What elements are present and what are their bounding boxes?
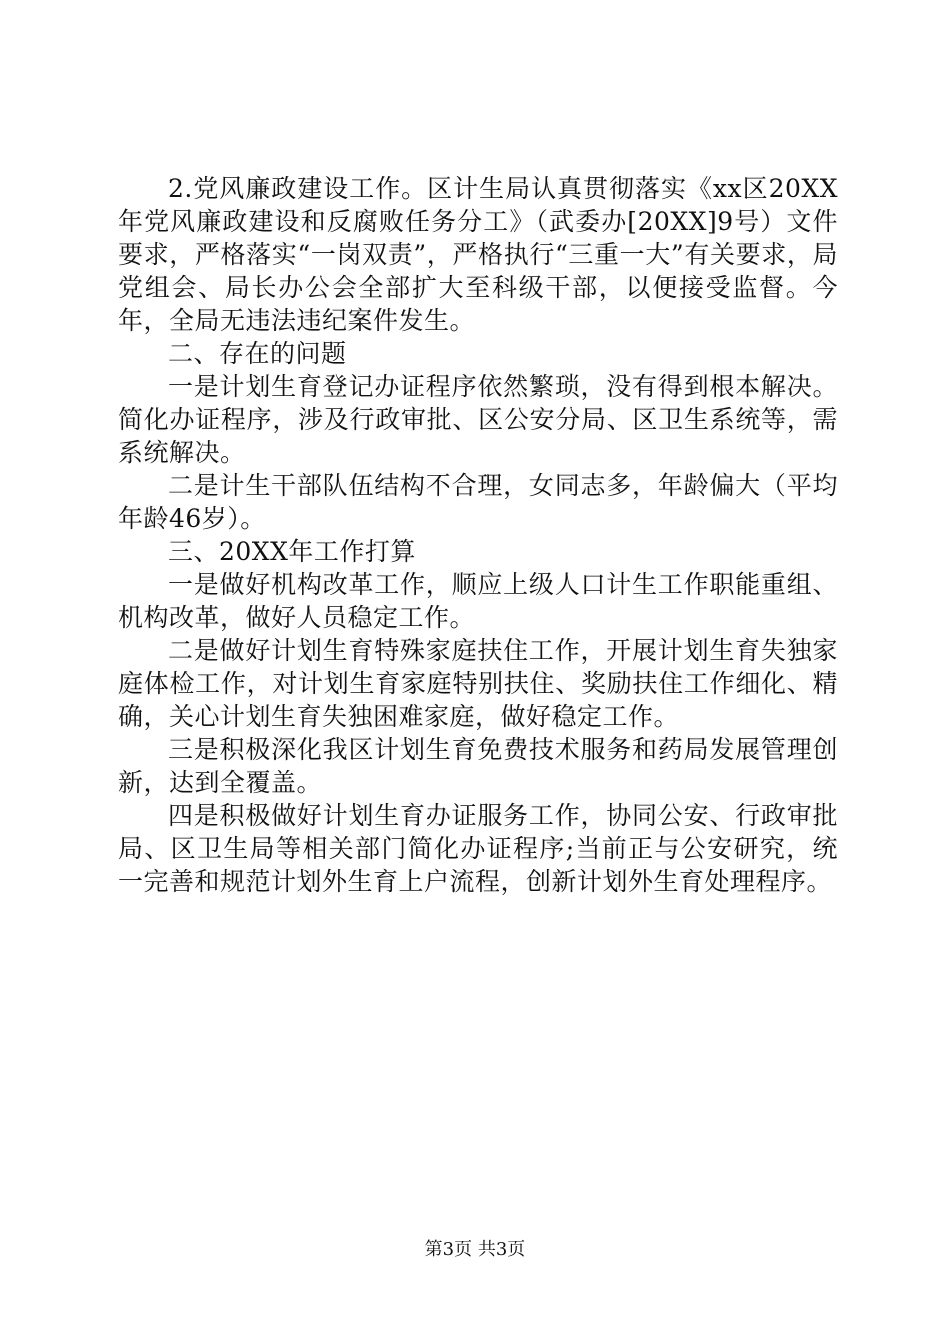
page-number-footer: 第3页 共3页	[424, 1239, 526, 1260]
paragraph-plan-2: 二是做好计划生育特殊家庭扶住工作，开展计划生育失独家庭体检工作，对计划生育家庭特别扶住、奖励扶住工作细化、精确，关心计划生育失独困难家庭，做好稳定工作。	[118, 636, 838, 731]
paragraph-plan-3: 三是积极深化我区计划生育免费技术服务和药局发展管理创新，达到全覆盖。	[118, 735, 838, 797]
paragraph-plan-4: 四是积极做好计划生育办证服务工作，协同公安、行政审批局、区卫生局等相关部门简化办证程序;当前正与公安研究，统一完善和规范计划外生育上户流程，创新计划外生育处理程序。	[118, 801, 838, 896]
document-body	[118, 172, 838, 898]
paragraph-party-conduct: 2.党风廉政建设工作。区计生局认真贯彻落实《xx区20XX年党风廉政建设和反腐败任务分工》（武委办[20XX]9号）文件要求，严格落实“一岗双责”，严格执行“三重一大”有关要求，局党组会、局长办公会全部扩大至科级干部，以便接受监督。今年，全局无违法违纪案件发生。	[118, 174, 838, 335]
paragraph-plan-1: 一是做好机构改革工作，顺应上级人口计生工作职能重组、机构改革，做好人员稳定工作。	[118, 570, 838, 632]
section-heading-problems: 二、存在的问题	[168, 339, 347, 368]
section-heading-plans: 三、20XX年工作打算	[168, 537, 416, 566]
paragraph-problem-1: 一是计划生育登记办证程序依然繁琐，没有得到根本解决。简化办证程序，涉及行政审批、区公安分局、区卫生系统等，需系统解决。	[118, 372, 838, 467]
paragraph-problem-2: 二是计生干部队伍结构不合理，女同志多，年龄偏大（平均年龄46岁）。	[118, 471, 838, 533]
